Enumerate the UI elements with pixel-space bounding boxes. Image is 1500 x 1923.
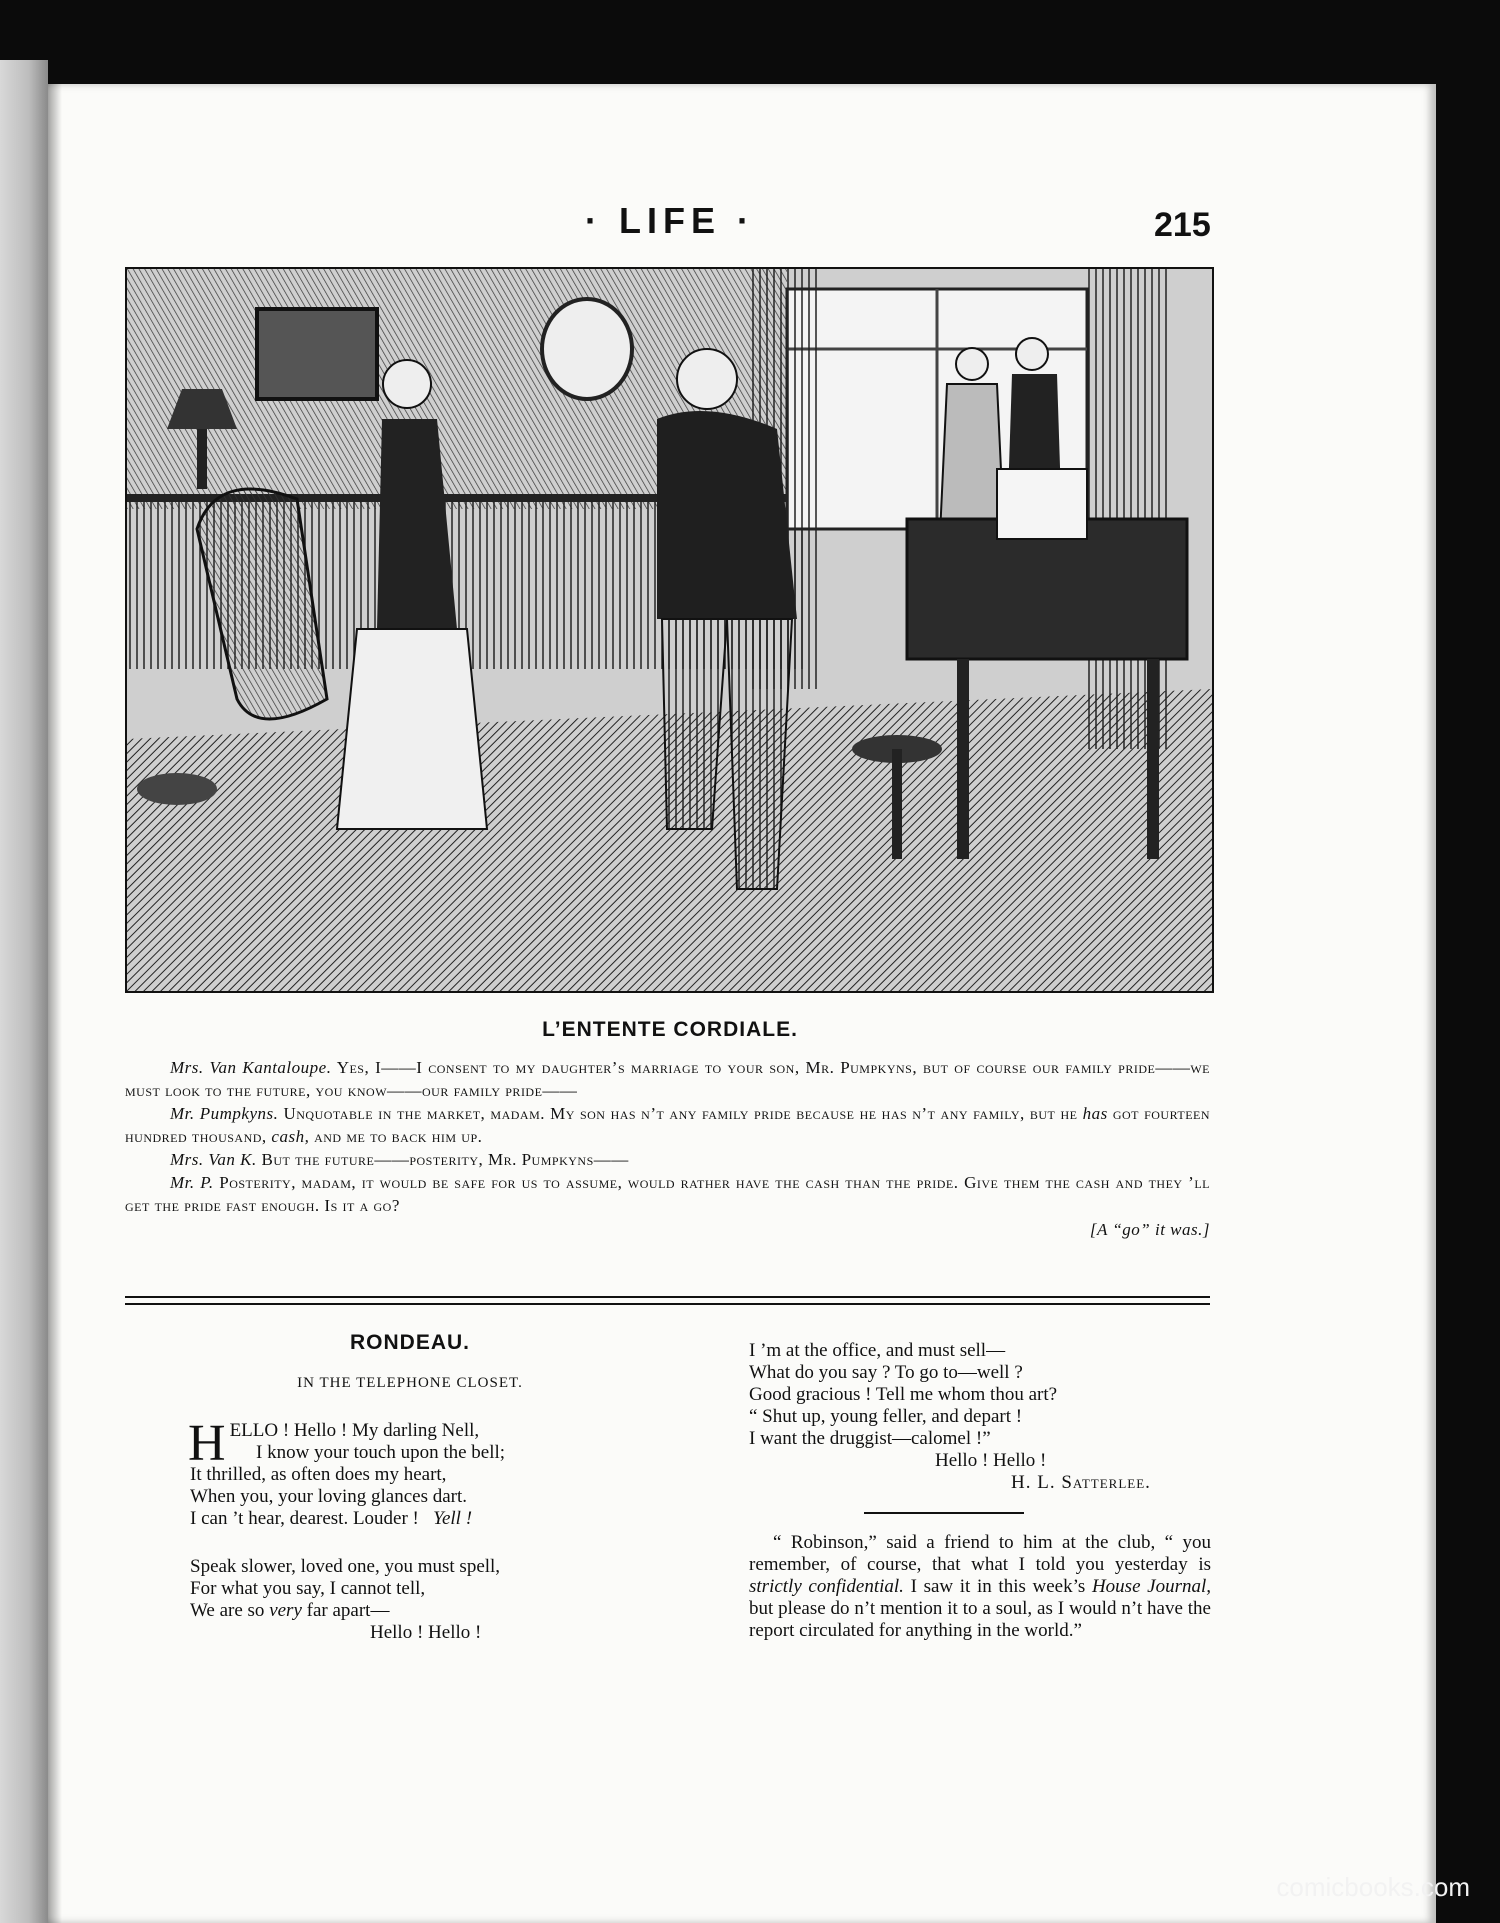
poem-line: Speak slower, loved one, you must spell, (190, 1556, 501, 1577)
poem-stanza (190, 1556, 610, 1644)
poem-line: When you, your loving glances dart. (190, 1486, 468, 1507)
poem-line: I can ’t hear, dearest. Louder ! Yell ! (190, 1508, 473, 1529)
dialogue-text: Posterity, madam, it would be safe for us to assume, would rather have the cash than the pride. Give them the cash and they ’ll get the pride fast enough. Is it a go? (125, 1173, 1210, 1215)
dialogue-text: Unquotable in the market, madam. My son has n’t any family pride because he has n’t any family, but he (283, 1104, 1078, 1123)
poem-stanza (188, 1415, 610, 1530)
poem-line: I know your touch upon the bell; (256, 1442, 506, 1463)
dialogue-line (125, 1056, 1210, 1102)
emphasis-text: cash, (271, 1127, 310, 1146)
poem-line: What do you say ? To go to—well ? (749, 1362, 1023, 1383)
poem-line: I want the druggist—calomel !” (749, 1428, 991, 1449)
poem-stanza (749, 1340, 1211, 1494)
gutter-shadow (48, 84, 62, 1923)
poem-line: We are so very far apart— (190, 1600, 390, 1621)
page-number: 215 (1154, 206, 1211, 244)
section-divider (125, 1296, 1210, 1298)
right-column (749, 1340, 1211, 1642)
emphasis-text: has (1082, 1104, 1108, 1123)
poem-line: Good gracious ! Tell me whom thou art? (749, 1384, 1058, 1405)
speaker-name: Mrs. Van Kantaloupe. (170, 1058, 332, 1077)
poem-line: For what you say, I cannot tell, (190, 1578, 426, 1599)
dialogue-text: got fourteen hundred thousand, (125, 1104, 1211, 1146)
stage-direction: [A “go” it was.] (1089, 1220, 1210, 1239)
anecdote-paragraph: “ Robinson,” said a friend to him at the club, “ you remember, of course, that what I told you yesterday is strictly confidential. I saw it in this week’s House Journal, but please do n’t mention it to a soul, as I would n’t have the report circulated for anything in the world.” (749, 1532, 1212, 1641)
dialogue-text: and me to back him up. (314, 1127, 483, 1146)
emphasis-text: very (269, 1600, 302, 1621)
dialogue-line (125, 1148, 1210, 1171)
watermark: comicbooks.com (1276, 1872, 1470, 1902)
facing-page-edge (0, 60, 48, 1923)
emphasis-text: Yell ! (433, 1508, 473, 1529)
cartoon-title: L’ENTENTE CORDIALE. (542, 1018, 798, 1041)
poem-line: HELLO ! Hello ! My darling Nell, (188, 1415, 480, 1472)
speaker-name: Mr. Pumpkyns. (170, 1104, 279, 1123)
dialogue-text: But the future——posterity, Mr. Pumpkyns—— (261, 1150, 629, 1169)
short-divider (864, 1512, 1024, 1514)
poem-column (190, 1332, 610, 1644)
dialogue-text: Yes, I——I consent to my daughter’s marriage to your son, Mr. Pumpkyns, but of course our family pride——we must look to the future, you know——our family pride—— (125, 1058, 1210, 1100)
magazine-title: · LIFE · (585, 200, 755, 241)
emphasis-text: strictly confidential. (749, 1576, 904, 1597)
poem-title: RONDEAU. (349, 1331, 470, 1354)
poem-subtitle: IN THE TELEPHONE CLOSET. (297, 1375, 523, 1391)
speaker-name: Mr. P. (170, 1173, 214, 1192)
poem-line: It thrilled, as often does my heart, (190, 1464, 447, 1485)
cartoon-illustration (125, 267, 1214, 993)
poem-refrain: Hello ! Hello ! (935, 1450, 1047, 1471)
engraving-drawing (127, 269, 1212, 991)
dialogue-line (125, 1102, 1210, 1148)
speaker-name: Mrs. Van K. (170, 1150, 257, 1169)
drop-cap: H (188, 1415, 226, 1472)
emphasis-text: House Journal, (1091, 1576, 1212, 1597)
poem-line: I ’m at the office, and must sell— (749, 1340, 1006, 1361)
dialogue-line (125, 1171, 1210, 1217)
poem-author: H. L. Satterlee. (1011, 1472, 1151, 1493)
poem-refrain: Hello ! Hello ! (370, 1622, 482, 1643)
poem-line: “ Shut up, young feller, and depart ! (749, 1406, 1023, 1427)
section-divider (125, 1303, 1210, 1305)
cartoon-dialogue (125, 1056, 1210, 1241)
